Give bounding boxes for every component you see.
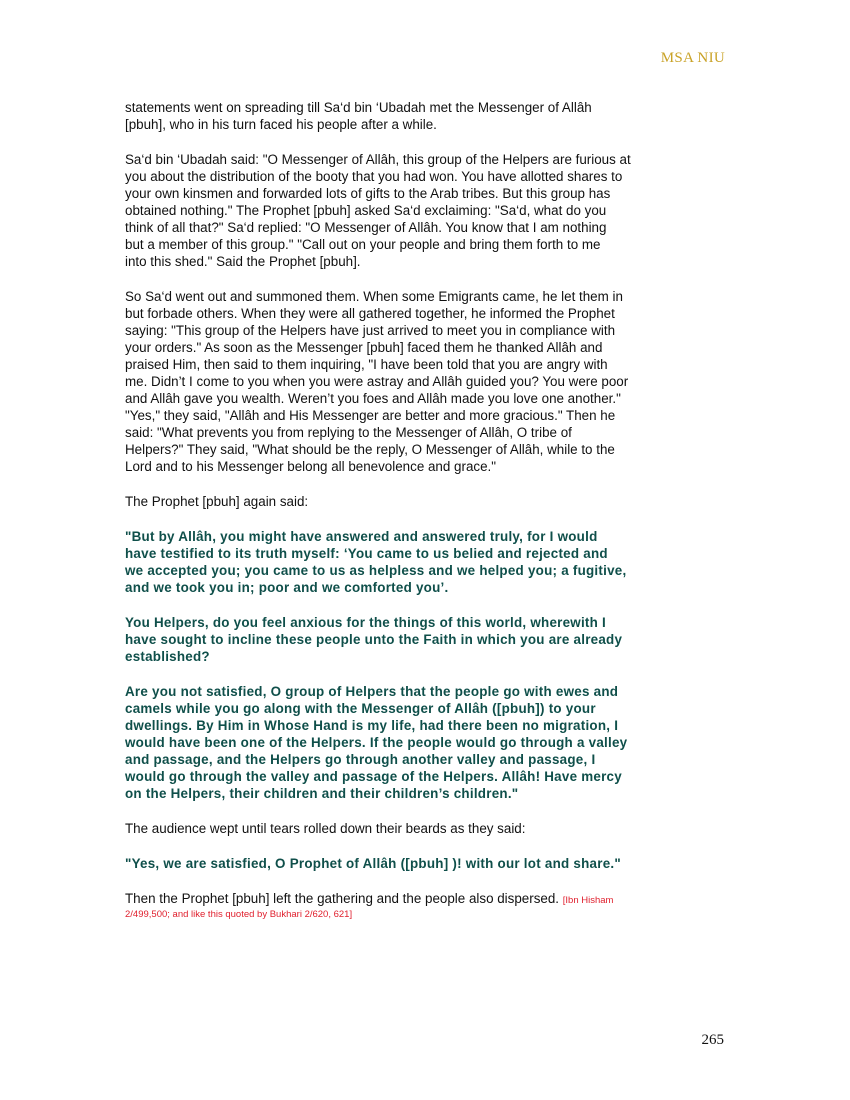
text-line: "Yes," they said, "Allâh and His Messenger are better and more gracious." Then he — [125, 408, 616, 423]
text-line: think of all that?" Sa‘d replied: "O Messenger of Allâh. You know that I am nothing — [125, 220, 607, 235]
quote-line: and we took you in; poor and we comforted you’. — [125, 580, 449, 595]
quote-line: have sought to incline these people unto the Faith in which you are already — [125, 632, 623, 647]
quote-3 — [125, 683, 727, 802]
page-number: 265 — [701, 1032, 724, 1048]
quote-line: would have been one of the Helpers. If the people would go through a valley — [125, 735, 628, 750]
text-line: Helpers?" They said, "What should be the reply, O Messenger of Allâh, while to the — [125, 442, 615, 457]
text-line: into this shed." Said the Prophet [pbuh]. — [125, 254, 361, 269]
quote-line: You Helpers, do you feel anxious for the things of this world, wherewith I — [125, 615, 607, 630]
closing-text: Then the Prophet [pbuh] left the gathering and the people also dispersed. — [125, 891, 560, 906]
quote-line: would go through the valley and passage of the Helpers. Allâh! Have mercy — [125, 769, 622, 784]
text-line: The Prophet [pbuh] again said: — [125, 494, 309, 509]
text-line: your orders." As soon as the Messenger [pbuh] faced them he thanked Allâh and — [125, 340, 603, 355]
page-content — [125, 99, 727, 921]
text-line: Lord and to his Messenger belong all benevolence and grace." — [125, 459, 497, 474]
header-title: MSA NIU — [660, 50, 725, 66]
quote-line: on the Helpers, their children and their children’s children." — [125, 786, 519, 801]
text-line: me. Didn’t I come to you when you were astray and Allâh guided you? You were poor — [125, 374, 629, 389]
text-line: obtained nothing." The Prophet [pbuh] asked Sa‘d exclaiming: "Sa‘d, what do you — [125, 203, 607, 218]
quote-1 — [125, 528, 727, 596]
text-line: statements went on spreading till Sa‘d bin ‘Ubadah met the Messenger of Allâh — [125, 100, 592, 115]
text-line: [pbuh], who in his turn faced his people after a while. — [125, 117, 437, 132]
quote-line: have testified to its truth myself: ‘You came to us belied and rejected and — [125, 546, 608, 561]
text-line: said: "What prevents you from replying to the Messenger of Allâh, O tribe of — [125, 425, 572, 440]
citation-continued: 2/499,500; and like this quoted by Bukhari 2/620, 621] — [125, 909, 353, 920]
final-quote — [125, 855, 727, 872]
text-line: you about the distribution of the booty that you had won. You have allotted shares to — [125, 169, 623, 184]
audience-paragraph — [125, 820, 727, 837]
paragraph-2 — [125, 151, 727, 270]
text-line: but a member of this group." "Call out on your people and bring them forth to me — [125, 237, 601, 252]
text-line: saying: "This group of the Helpers have just arrived to meet you in compliance with — [125, 323, 616, 338]
quote-2 — [125, 614, 727, 665]
text-line: and Allâh gave you wealth. Weren’t you foes and Allâh made you love one another." — [125, 391, 621, 406]
paragraph-1 — [125, 99, 727, 133]
text-line: The audience wept until tears rolled down their beards as they said: — [125, 821, 526, 836]
quote-line: and passage, and the Helpers go through another valley and passage, I — [125, 752, 596, 767]
text-line: Sa‘d bin ‘Ubadah said: "O Messenger of Allâh, this group of the Helpers are furious at — [125, 152, 631, 167]
quote-line: dwellings. By Him in Whose Hand is my life, had there been no migration, I — [125, 718, 619, 733]
quote-line: camels while you go along with the Messenger of Allâh ([pbuh]) to your — [125, 701, 596, 716]
paragraph-3 — [125, 288, 727, 475]
quote-line: "Yes, we are satisfied, O Prophet of Allâh ([pbuh] )! with our lot and share." — [125, 856, 621, 871]
text-line: but forbade others. When they were all gathered together, he informed the Prophet — [125, 306, 615, 321]
quote-line: "But by Allâh, you might have answered and answered truly, for I would — [125, 529, 598, 544]
closing-paragraph — [125, 890, 727, 921]
quote-line: established? — [125, 649, 210, 664]
quote-line: we accepted you; you came to us as helpless and we helped you; a fugitive, — [125, 563, 627, 578]
citation: [Ibn Hisham — [562, 895, 614, 906]
text-line: So Sa‘d went out and summoned them. When some Emigrants came, he let them in — [125, 289, 623, 304]
quote-line: Are you not satisfied, O group of Helpers that the people go with ewes and — [125, 684, 619, 699]
paragraph-4 — [125, 493, 727, 510]
text-line: your own kinsmen and forwarded lots of gifts to the Arab tribes. But this group has — [125, 186, 611, 201]
text-line: praised Him, then said to them inquiring, "I have been told that you are angry with — [125, 357, 608, 372]
